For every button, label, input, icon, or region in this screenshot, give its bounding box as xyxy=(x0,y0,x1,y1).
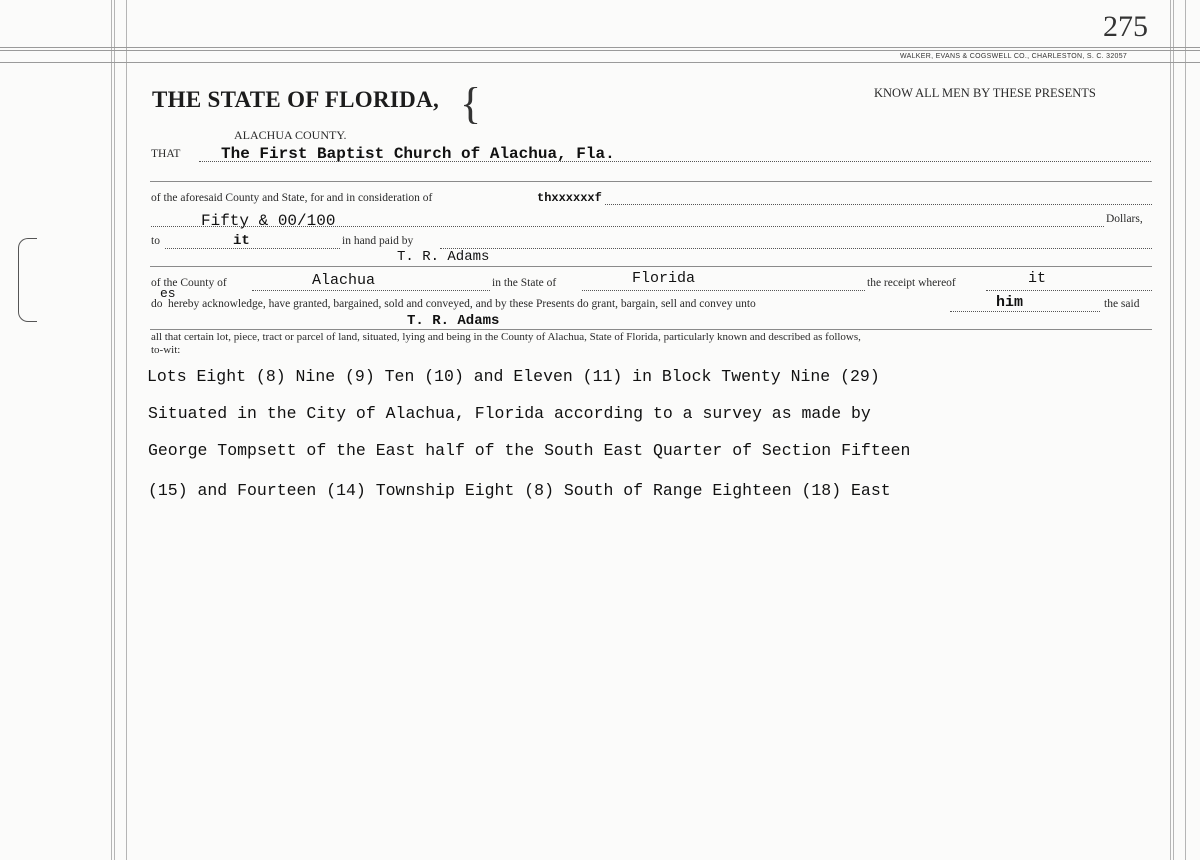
payer-name: T. R. Adams xyxy=(397,249,490,265)
consideration-label: of the aforesaid County and State, for and in consideration of xyxy=(151,192,433,204)
page-number: 275 xyxy=(1103,10,1148,43)
fill-line xyxy=(582,290,865,291)
know-all-men: KNOW ALL MEN BY THESE PRESENTS xyxy=(874,86,1096,100)
county-heading: ALACHUA COUNTY. xyxy=(234,128,347,142)
description-line: Lots Eight (8) Nine (9) Ten (10) and Eleven (11) in Block Twenty Nine (29) xyxy=(147,367,880,386)
fill-line xyxy=(165,248,340,249)
fill-line xyxy=(150,266,1152,267)
margin-line xyxy=(1185,0,1186,860)
land-text: all that certain lot, piece, tract or parcel of land, situated, lying and being in the County of Alachua, State of Florida, particularly known and described as follows, xyxy=(151,331,861,343)
grantee-name: T. R. Adams xyxy=(407,313,500,329)
binding-clip xyxy=(18,238,37,322)
es-superscript: es xyxy=(160,286,176,301)
fill-line xyxy=(440,248,1152,249)
margin-line xyxy=(111,0,112,860)
description-line: Situated in the City of Alachua, Florida according to a survey as made by xyxy=(148,404,871,423)
margin-line xyxy=(1170,0,1171,860)
amount: Fifty & 00/100 xyxy=(201,212,336,230)
printer-imprint: WALKER, EVANS & COGSWELL CO., CHARLESTON, S. C. 32057 xyxy=(900,53,1128,60)
dollars-label: Dollars, xyxy=(1106,213,1143,225)
grantee-pronoun: him xyxy=(996,294,1024,311)
acknowledge-text: hereby acknowledge, have granted, bargained, sold and conveyed, and by these Presents do grant, bargain, sell and convey unto xyxy=(168,298,756,310)
hand-paid-label: in hand paid by xyxy=(342,235,414,247)
state-value: Florida xyxy=(632,270,696,287)
to-label: to xyxy=(151,235,160,247)
that-label: THAT xyxy=(151,148,181,160)
county-value: Alachua xyxy=(312,272,376,289)
description-line: George Tompsett of the East half of the South East Quarter of Section Fifteen xyxy=(148,441,911,460)
the-said-label: the said xyxy=(1104,298,1140,310)
margin-line xyxy=(126,0,127,860)
margin-line xyxy=(1173,0,1174,860)
receipt-value: it xyxy=(1028,270,1047,287)
state-label: in the State of xyxy=(492,277,557,289)
margin-line xyxy=(114,0,115,860)
fill-line xyxy=(150,329,1152,330)
brace-mark: { xyxy=(460,79,482,128)
fill-line xyxy=(950,311,1100,312)
header-rule xyxy=(0,47,1200,48)
grantor-name: The First Baptist Church of Alachua, Fla. xyxy=(221,145,615,163)
to-wit: to-wit: xyxy=(151,344,181,356)
do-label: do xyxy=(151,298,163,310)
state-heading: THE STATE OF FLORIDA, xyxy=(152,87,440,112)
fill-line xyxy=(986,290,1152,291)
consideration-marks: thxxxxxxf xyxy=(537,191,602,205)
fill-line xyxy=(150,181,1152,182)
receipt-label: the receipt whereof xyxy=(867,277,956,289)
fill-line xyxy=(605,204,1152,205)
description-line: (15) and Fourteen (14) Township Eight (8) South of Range Eighteen (18) East xyxy=(148,481,891,500)
paid-to: it xyxy=(233,233,250,249)
fill-line xyxy=(252,290,490,291)
header-rule xyxy=(0,50,1200,51)
county-label: of the County of xyxy=(151,277,227,289)
header-rule xyxy=(0,62,1200,63)
